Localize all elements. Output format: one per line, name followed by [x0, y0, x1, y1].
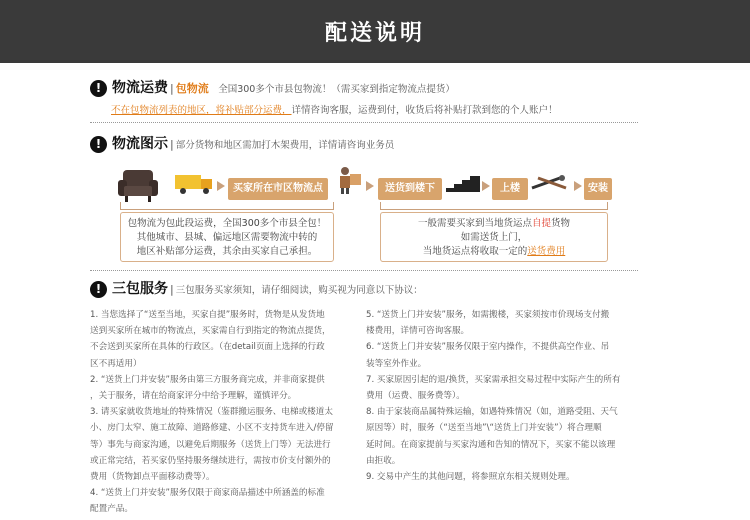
info-line: 当地货运点将收取一定的送货费用 [422, 246, 566, 257]
term-line: 小、房门太窄、施工故障、道路修建、小区不支持货车进入/停留 [90, 423, 334, 434]
sofa-icon [117, 168, 159, 204]
alert-icon: ! [90, 80, 107, 97]
info-box-delivery [380, 212, 608, 262]
term-line: 楼费用，详情可咨询客服。 [366, 326, 470, 337]
section-warranty-header: 三包服务 | 三包服务买家须知，请仔细阅读，购买视为同意以下协议： [112, 281, 423, 297]
delivery-person-icon [336, 166, 362, 194]
term-line: 7. 买家原因引起的退/换货，买家需承担交易过程中实际产生的所有 [366, 374, 621, 385]
term-line: 配置产品。 [90, 504, 133, 515]
bracket-left [120, 202, 334, 210]
term-line: 8. 由于家装商品属特殊运输，如遇特殊情况（如，道路受阻、天气 [366, 407, 618, 418]
shipping-note-rest: 详情咨询客服，运费到付，收货后将补贴打款到您的个人账户！ [291, 105, 558, 116]
term-line: 9. 交易中产生的其他问题，将参照京东相关规则处理。 [366, 472, 575, 483]
term-line: 由拒收。 [366, 455, 401, 466]
info-box-free-shipping [120, 212, 334, 262]
terms-left-column [90, 307, 358, 518]
term-line: 装等室外作业。 [366, 358, 427, 369]
flow-step-pickup-point: 买家所在市区物流点 [228, 178, 328, 200]
tools-icon [530, 174, 570, 192]
term-line: 原因等）时，服务（“送至当地”\“送货上门并安装”）将合理顺 [366, 423, 602, 434]
free-shipping-tag: 包物流 [175, 82, 209, 95]
section-title: 物流运费 [112, 80, 168, 96]
shipping-note-highlight: 不在包物流列表的地区，将补贴部分运费， [111, 105, 292, 116]
term-line: 延时间。在商家提前与买家沟通和告知的情况下，买家不能以该理 [366, 439, 616, 450]
flow-step-downstairs: 送货到楼下 [378, 178, 442, 200]
section-shipping-header: 物流运费 | 包物流 全国300多个市县包物流！（需买家到指定物流点提货） [112, 80, 455, 96]
info-line: 一般需要买家到当地货运点自提货物 [417, 218, 571, 229]
section-title: 三包服务 [112, 281, 168, 297]
truck-icon [175, 173, 215, 195]
flow-step-install: 安装 [584, 178, 612, 200]
info-line: 如需送货上门， [460, 232, 528, 243]
term-line: 等）事先与商家沟通，以避免后期服务（送货上门等）无法进行 [90, 439, 331, 450]
alert-icon: ! [90, 136, 107, 153]
section-logistics-header: 物流图示 | 部分货物和地区需加打木架费用，详情请咨询业务员 [112, 136, 395, 152]
arrow-right-icon [217, 181, 225, 191]
section-desc: 三包服务买家须知，请仔细阅读，购买视为同意以下协议： [175, 285, 423, 296]
term-line: 送到买家所在城市的物流点，买家需自行到指定的物流点提货， [90, 326, 331, 337]
arrow-right-icon [366, 181, 374, 191]
term-line: ，关于服务，请在给商家评分中给予理解，谨慎评分。 [90, 391, 297, 402]
term-line: 4. “送货上门并安装”服务仅限于商家商品描述中所涵盖的标准 [90, 488, 325, 499]
term-line: 2. “送货上门并安装”服务由第三方服务商完成，并非商家提供 [90, 374, 325, 385]
shipping-note [111, 102, 558, 116]
divider [90, 122, 638, 123]
term-line: 6. “送货上门并安装”服务仅限于室内操作，不提供高空作业、吊 [366, 342, 610, 353]
stairs-icon [446, 172, 480, 192]
bracket-right [380, 202, 608, 210]
alert-icon: ! [90, 281, 107, 298]
term-line: 费用（货物卸点平面移动费等）。 [90, 472, 215, 483]
term-line: 3. 请买家就收货地址的特殊情况（鉴群搬运服务、电梯或楼道太 [90, 407, 333, 418]
term-line: 5. “送货上门并安装”服务，如需搬楼，买家须按市价现场支付搬 [366, 310, 610, 320]
page-title: 配送说明 [324, 21, 425, 46]
term-line: 不会送到买家所在具体的行政区。（在detail页面上选择的行政 [90, 342, 325, 353]
divider [90, 270, 638, 271]
term-line: 1. 当您选择了“送至当地，买家自提”服务时，货物是从发货地 [90, 310, 325, 320]
section-desc: 全国300多个市县包物流！（需买家到指定物流点提货） [218, 84, 455, 95]
term-line: 区不再适用） [90, 358, 142, 369]
section-desc: 部分货物和地区需加打木架费用，详情请咨询业务员 [175, 140, 395, 151]
arrow-right-icon [574, 181, 582, 191]
flow-step-upstairs: 上楼 [492, 178, 528, 200]
info-line: 其他城市、县城、偏远地区需要物流中转的 [136, 232, 318, 243]
term-line: 费用（运费、服务费等）。 [366, 391, 465, 402]
terms-right-column [366, 307, 642, 485]
page-banner [0, 0, 750, 63]
info-line: 地区补贴部分运费，其余由买家自己承担。 [136, 246, 318, 257]
section-title: 物流图示 [112, 136, 168, 152]
term-line: 或正常完结，若买家仍坚持服务继续进行，需按市价支付额外的 [90, 455, 331, 466]
arrow-right-icon [482, 181, 490, 191]
info-line: 包物流为包此段运费，全国300多个市县全包！ [127, 218, 327, 229]
